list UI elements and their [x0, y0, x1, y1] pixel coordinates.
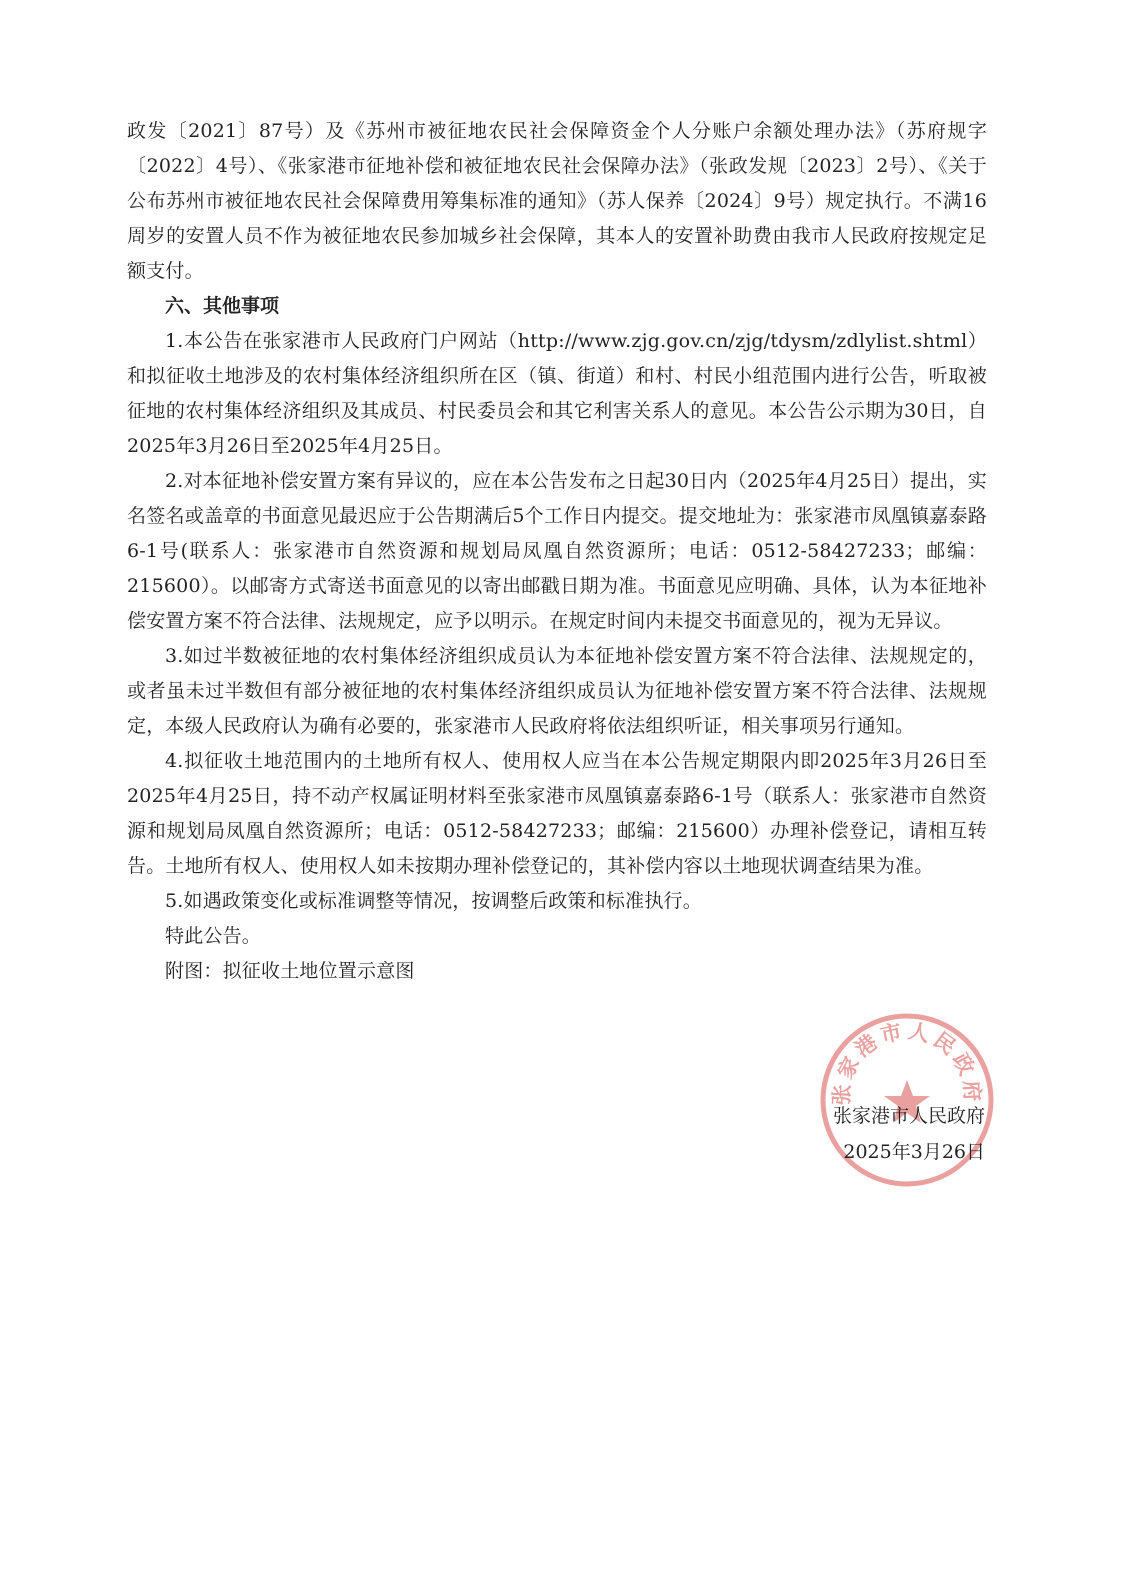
- issuer-name: 张家港市人民政府: [832, 1105, 985, 1127]
- intro-paragraph: 政发〔2021〕87号）及《苏州市被征地农民社会保障资金个人分账户余额处理办法》（苏府规字〔2022〕4号）、《张家港市征地补偿和被征地农民社会保障办法》（张政发规〔2023〕2号）、《关于公布苏州市被征地农民社会保障费用筹集标准的通知》（苏人保养〔2024〕9号）规定执行。不满16周岁的安置人员不作为被征地农民参加城乡社会保障，其本人的安置补助费由我市人民政府按规定足额支付。: [127, 120, 987, 282]
- seal-text: 张家港市人民政府: [829, 1018, 985, 1107]
- signature-block: [833, 1098, 985, 1170]
- item-1: 1.本公告在张家港市人民政府门户网站（http://www.zjg.gov.cn/zjg/tdysm/zdlylist.shtml）和拟征收土地涉及的农村集体经济组织所在区（镇、街道）和村、村民小组范围内进行公告，听取被征地的农村集体经济组织及其成员、村民委员会和其它利害关系人的意见。本公告公示期为30日，自2025年3月26日至2025年4月25日。: [127, 330, 987, 457]
- section-heading: 六、其他事项: [165, 295, 280, 317]
- closing-text: 特此公告。: [165, 925, 262, 947]
- item-3: 3.如过半数被征地的农村集体经济组织成员认为本征地补偿安置方案不符合法律、法规规定的，或者虽未过半数但有部分被征地的农村集体经济组织成员认为征地补偿安置方案不符合法律、法规规定，本级人民政府认为确有必要的，张家港市人民政府将依法组织听证，相关事项另行通知。: [127, 645, 987, 737]
- issue-date: 2025年3月26日: [843, 1141, 985, 1163]
- attachment-line: 附图：拟征收土地位置示意图: [165, 960, 415, 982]
- item-4: 4.拟征收土地范围内的土地所有权人、使用权人应当在本公告规定期限内即2025年3月26日至2025年4月25日，持不动产权属证明材料至张家港市凤凰镇嘉泰路6-1号（联系人：张家港市自然资源和规划局凤凰自然资源所；电话：0512-58427233；邮编：215600）办理补偿登记，请相互转告。土地所有权人、使用权人如未按期办理补偿登记的，其补偿内容以土地现状调查结果为准。: [127, 750, 987, 877]
- document-body: [127, 114, 987, 989]
- item-2: 2.对本征地补偿安置方案有异议的，应在本公告发布之日起30日内（2025年4月25日）提出，实名签名或盖章的书面意见最迟应于公告期满后5个工作日内提交。提交地址为：张家港市凤凰镇嘉泰路6-1号(联系人：张家港市自然资源和规划局凤凰自然资源所；电话：0512-58427233；邮编：215600）。以邮寄方式寄送书面意见的以寄出邮戳日期为准。书面意见应明确、具体，认为本征地补偿安置方案不符合法律、法规规定，应予以明示。在规定时间内未提交书面意见的，视为无异议。: [127, 470, 987, 632]
- item-5: 5.如遇政策变化或标准调整等情况，按调整后政策和标准执行。: [165, 890, 702, 912]
